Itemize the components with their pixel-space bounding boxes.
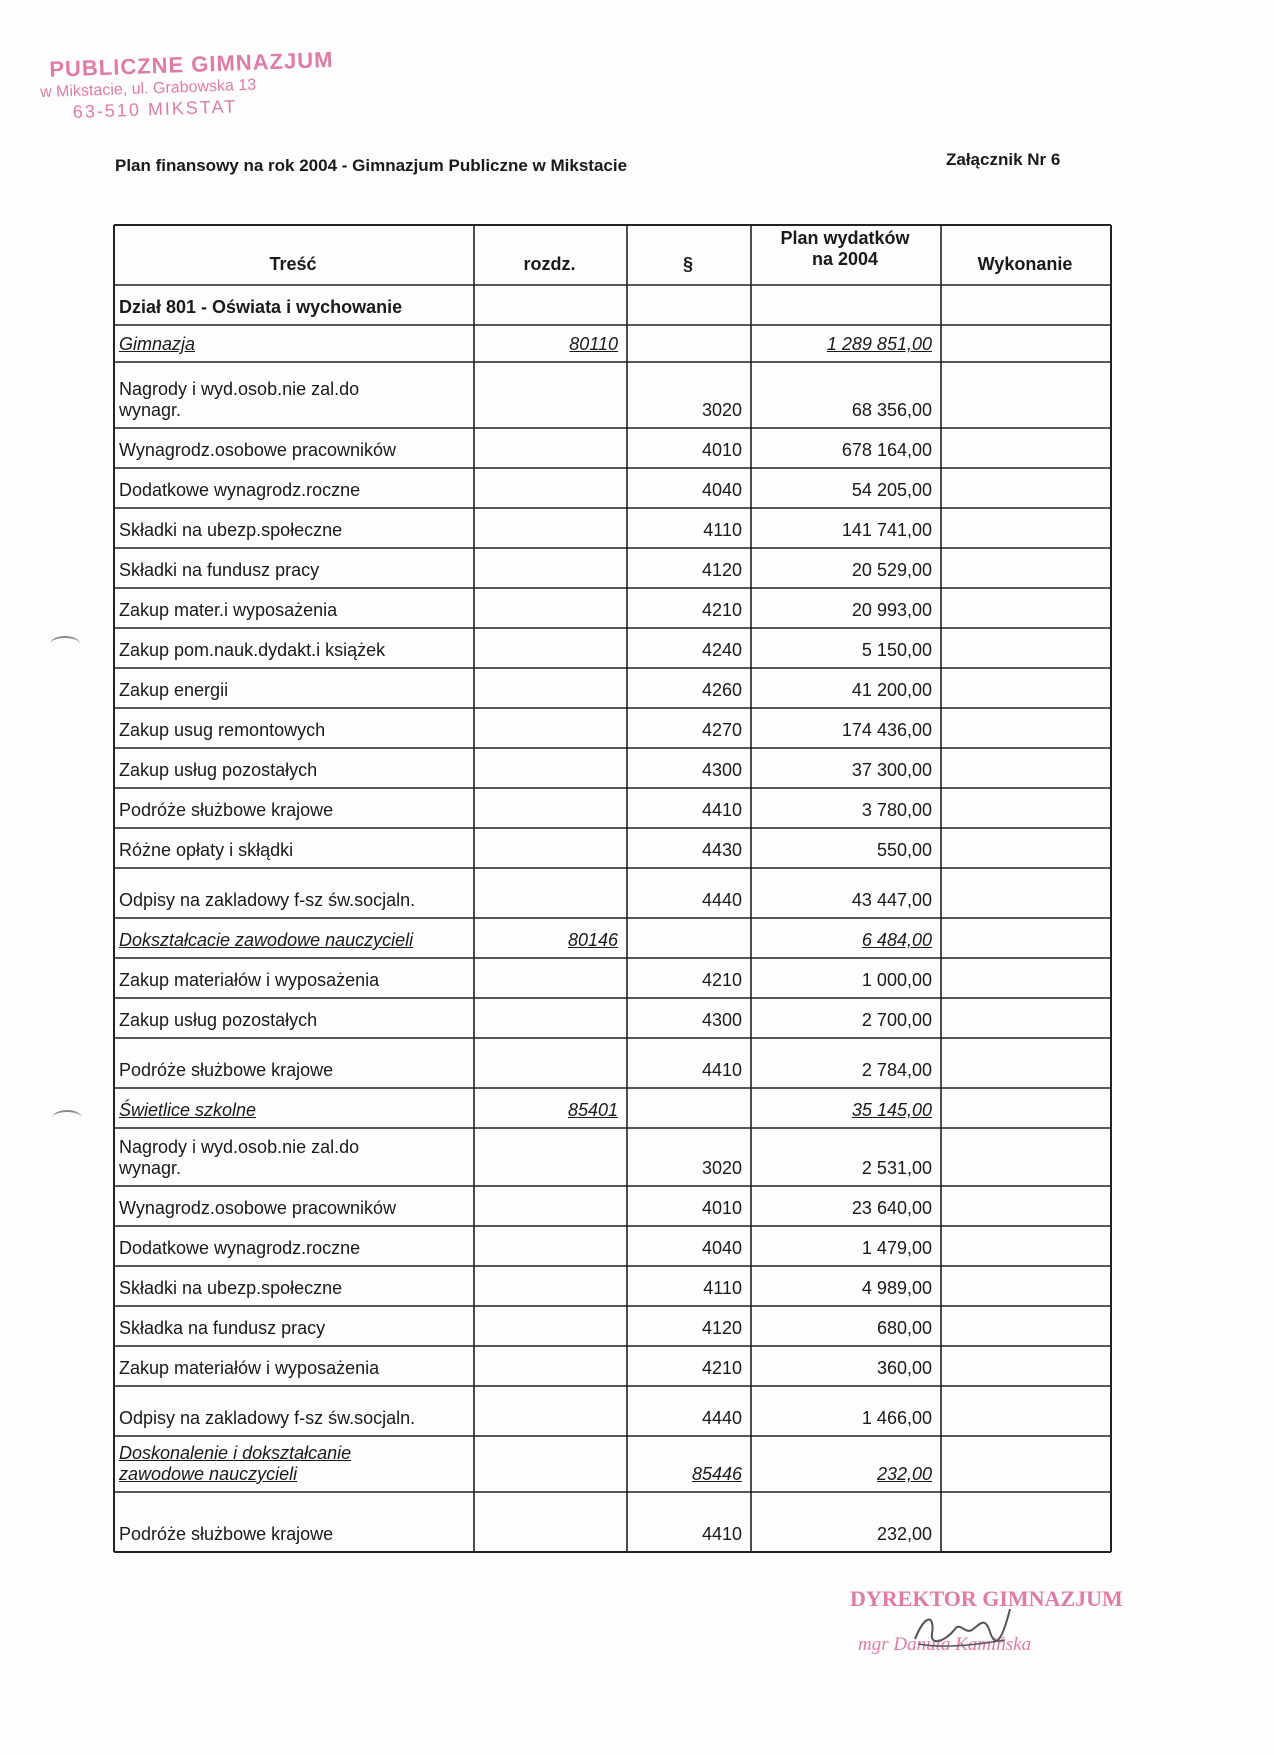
column-header-tresc: Treść xyxy=(269,254,317,274)
row-17-description: Zakup usług pozostałych xyxy=(119,1010,318,1030)
financial-plan-table xyxy=(113,224,1110,1554)
row-19-description: Świetlice szkolne xyxy=(119,1100,257,1120)
row-28-paragraph: 4410 xyxy=(701,1524,742,1544)
row-22-plan: 1 479,00 xyxy=(861,1238,932,1258)
row-19-rozdz: 85401 xyxy=(567,1100,618,1120)
row-24-paragraph: 4120 xyxy=(701,1318,742,1338)
row-10-description: Zakup usug remontowych xyxy=(119,720,326,740)
row-2-plan: 68 356,00 xyxy=(851,400,932,420)
row-23-description: Składki na ubezp.społeczne xyxy=(119,1278,343,1298)
row-1-rozdz: 80110 xyxy=(569,334,618,354)
row-26-paragraph: 4440 xyxy=(701,1408,742,1428)
punch-hole-mark xyxy=(50,636,80,652)
row-17-plan: 2 700,00 xyxy=(861,1010,932,1030)
row-12-paragraph: 4410 xyxy=(701,800,742,820)
row-9-paragraph: 4260 xyxy=(701,680,742,700)
row-21-description: Wynagrodz.osobowe pracowników xyxy=(119,1198,396,1218)
row-27-paragraph: 85446 xyxy=(691,1464,742,1484)
row-20-plan: 2 531,00 xyxy=(861,1158,932,1178)
director-signature-block xyxy=(850,1586,1123,1656)
row-7-plan: 20 993,00 xyxy=(851,600,932,620)
row-27-description: Doskonalenie i dokształcanie zawodowe nauczycieli xyxy=(119,1443,352,1484)
row-13-paragraph: 4430 xyxy=(701,840,742,860)
row-7-paragraph: 4210 xyxy=(701,600,742,620)
row-22-description: Dodatkowe wynagrodz.roczne xyxy=(119,1238,361,1258)
plan-header-line-2: na 2004 xyxy=(811,248,879,269)
row-2-paragraph: 3020 xyxy=(701,400,742,420)
row-4-plan: 54 205,00 xyxy=(851,480,932,500)
row-24-plan: 680,00 xyxy=(876,1318,932,1338)
row-12-plan: 3 780,00 xyxy=(861,800,932,820)
row-20-description: Nagrody i wyd.osob.nie zal.do wynagr. xyxy=(119,1137,360,1178)
row-18-plan: 2 784,00 xyxy=(861,1060,932,1080)
row-7-description: Zakup mater.i wyposażenia xyxy=(119,600,338,620)
row-9-plan: 41 200,00 xyxy=(851,680,932,700)
row-8-description: Zakup pom.nauk.dydakt.i książek xyxy=(119,640,386,660)
row-15-rozdz: 80146 xyxy=(567,930,618,950)
director-name: mgr Danuta Kamińska xyxy=(858,1634,1032,1655)
row-18-description: Podróże służbowe krajowe xyxy=(119,1060,334,1080)
row-26-description: Odpisy na zakladowy f-sz św.socjaln. xyxy=(119,1408,416,1428)
row-25-paragraph: 4210 xyxy=(701,1358,742,1378)
row-6-paragraph: 4120 xyxy=(701,560,742,580)
row-6-plan: 20 529,00 xyxy=(851,560,932,580)
row-5-description: Składki na ubezp.społeczne xyxy=(119,520,343,540)
stamp-line-2: w Mikstacie, ul. Grabowska 13 xyxy=(39,76,257,102)
row-4-paragraph: 4040 xyxy=(701,480,742,500)
row-15-description: Dokształcacie zawodowe nauczycieli xyxy=(119,930,414,950)
column-header-plan xyxy=(750,228,940,269)
row-27-plan: 232,00 xyxy=(876,1464,932,1484)
row-11-description: Zakup usług pozostałych xyxy=(119,760,318,780)
row-6-description: Składki na fundusz pracy xyxy=(119,560,320,580)
punch-hole-mark xyxy=(52,1110,82,1126)
row-10-paragraph: 4270 xyxy=(701,720,742,740)
row-25-description: Zakup materiałów i wyposażenia xyxy=(119,1358,380,1378)
row-10-plan: 174 436,00 xyxy=(841,720,932,740)
row-11-plan: 37 300,00 xyxy=(851,760,932,780)
row-16-paragraph: 4210 xyxy=(701,970,742,990)
row-16-description: Zakup materiałów i wyposażenia xyxy=(119,970,380,990)
row-23-plan: 4 989,00 xyxy=(861,1278,932,1298)
stamp-line-1: PUBLICZNE GIMNAZJUM xyxy=(48,46,334,82)
row-17-paragraph: 4300 xyxy=(701,1010,742,1030)
row-11-paragraph: 4300 xyxy=(701,760,742,780)
director-title: DYREKTOR GIMNAZJUM xyxy=(850,1586,1123,1611)
row-8-paragraph: 4240 xyxy=(701,640,742,660)
row-1-description: Gimnazja xyxy=(119,334,196,354)
row-14-plan: 43 447,00 xyxy=(851,890,932,910)
row-28-plan: 232,00 xyxy=(876,1524,932,1544)
row-26-plan: 1 466,00 xyxy=(861,1408,932,1428)
row-16-plan: 1 000,00 xyxy=(861,970,932,990)
row-5-plan: 141 741,00 xyxy=(841,520,932,540)
row-18-paragraph: 4410 xyxy=(701,1060,742,1080)
row-12-description: Podróże służbowe krajowe xyxy=(119,800,334,820)
row-13-plan: 550,00 xyxy=(876,840,932,860)
row-3-plan: 678 164,00 xyxy=(841,440,932,460)
row-3-description: Wynagrodz.osobowe pracowników xyxy=(119,440,396,460)
row-14-description: Odpisy na zakladowy f-sz św.socjaln. xyxy=(119,890,416,910)
row-4-description: Dodatkowe wynagrodz.roczne xyxy=(119,480,361,500)
row-2-description: Nagrody i wyd.osob.nie zal.do wynagr. xyxy=(119,379,360,420)
row-9-description: Zakup energii xyxy=(119,680,229,700)
annex-number: Załącznik Nr 6 xyxy=(946,150,1061,169)
row-13-description: Różne opłaty i skłądki xyxy=(119,840,294,860)
row-24-description: Składka na fundusz pracy xyxy=(119,1318,326,1338)
row-15-plan: 6 484,00 xyxy=(861,930,932,950)
row-21-plan: 23 640,00 xyxy=(851,1198,932,1218)
row-28-description: Podróże służbowe krajowe xyxy=(119,1524,334,1544)
document-title: Plan finansowy na rok 2004 - Gimnazjum Publiczne w Mikstacie xyxy=(115,156,628,175)
row-21-paragraph: 4010 xyxy=(701,1198,742,1218)
row-14-paragraph: 4440 xyxy=(701,890,742,910)
row-0-description: Dział 801 - Oświata i wychowanie xyxy=(119,297,403,317)
row-22-paragraph: 4040 xyxy=(701,1238,742,1258)
row-1-plan: 1 289 851,00 xyxy=(826,334,932,354)
handwritten-signature xyxy=(910,1604,1020,1654)
row-8-plan: 5 150,00 xyxy=(861,640,932,660)
row-19-plan: 35 145,00 xyxy=(851,1100,932,1120)
row-3-paragraph: 4010 xyxy=(701,440,742,460)
row-5-paragraph: 4110 xyxy=(703,520,742,540)
row-23-paragraph: 4110 xyxy=(703,1278,742,1298)
stamp-line-3: 63-510 MIKSTAT xyxy=(72,95,238,122)
column-header-wykonanie: Wykonanie xyxy=(977,254,1073,274)
column-header-rozdz: rozdz. xyxy=(523,254,576,274)
plan-header-line-1: Plan wydatków xyxy=(780,228,910,248)
school-stamp xyxy=(39,47,335,124)
row-20-paragraph: 3020 xyxy=(701,1158,742,1178)
column-header-paragraph: § xyxy=(682,254,693,274)
row-25-plan: 360,00 xyxy=(876,1358,932,1378)
